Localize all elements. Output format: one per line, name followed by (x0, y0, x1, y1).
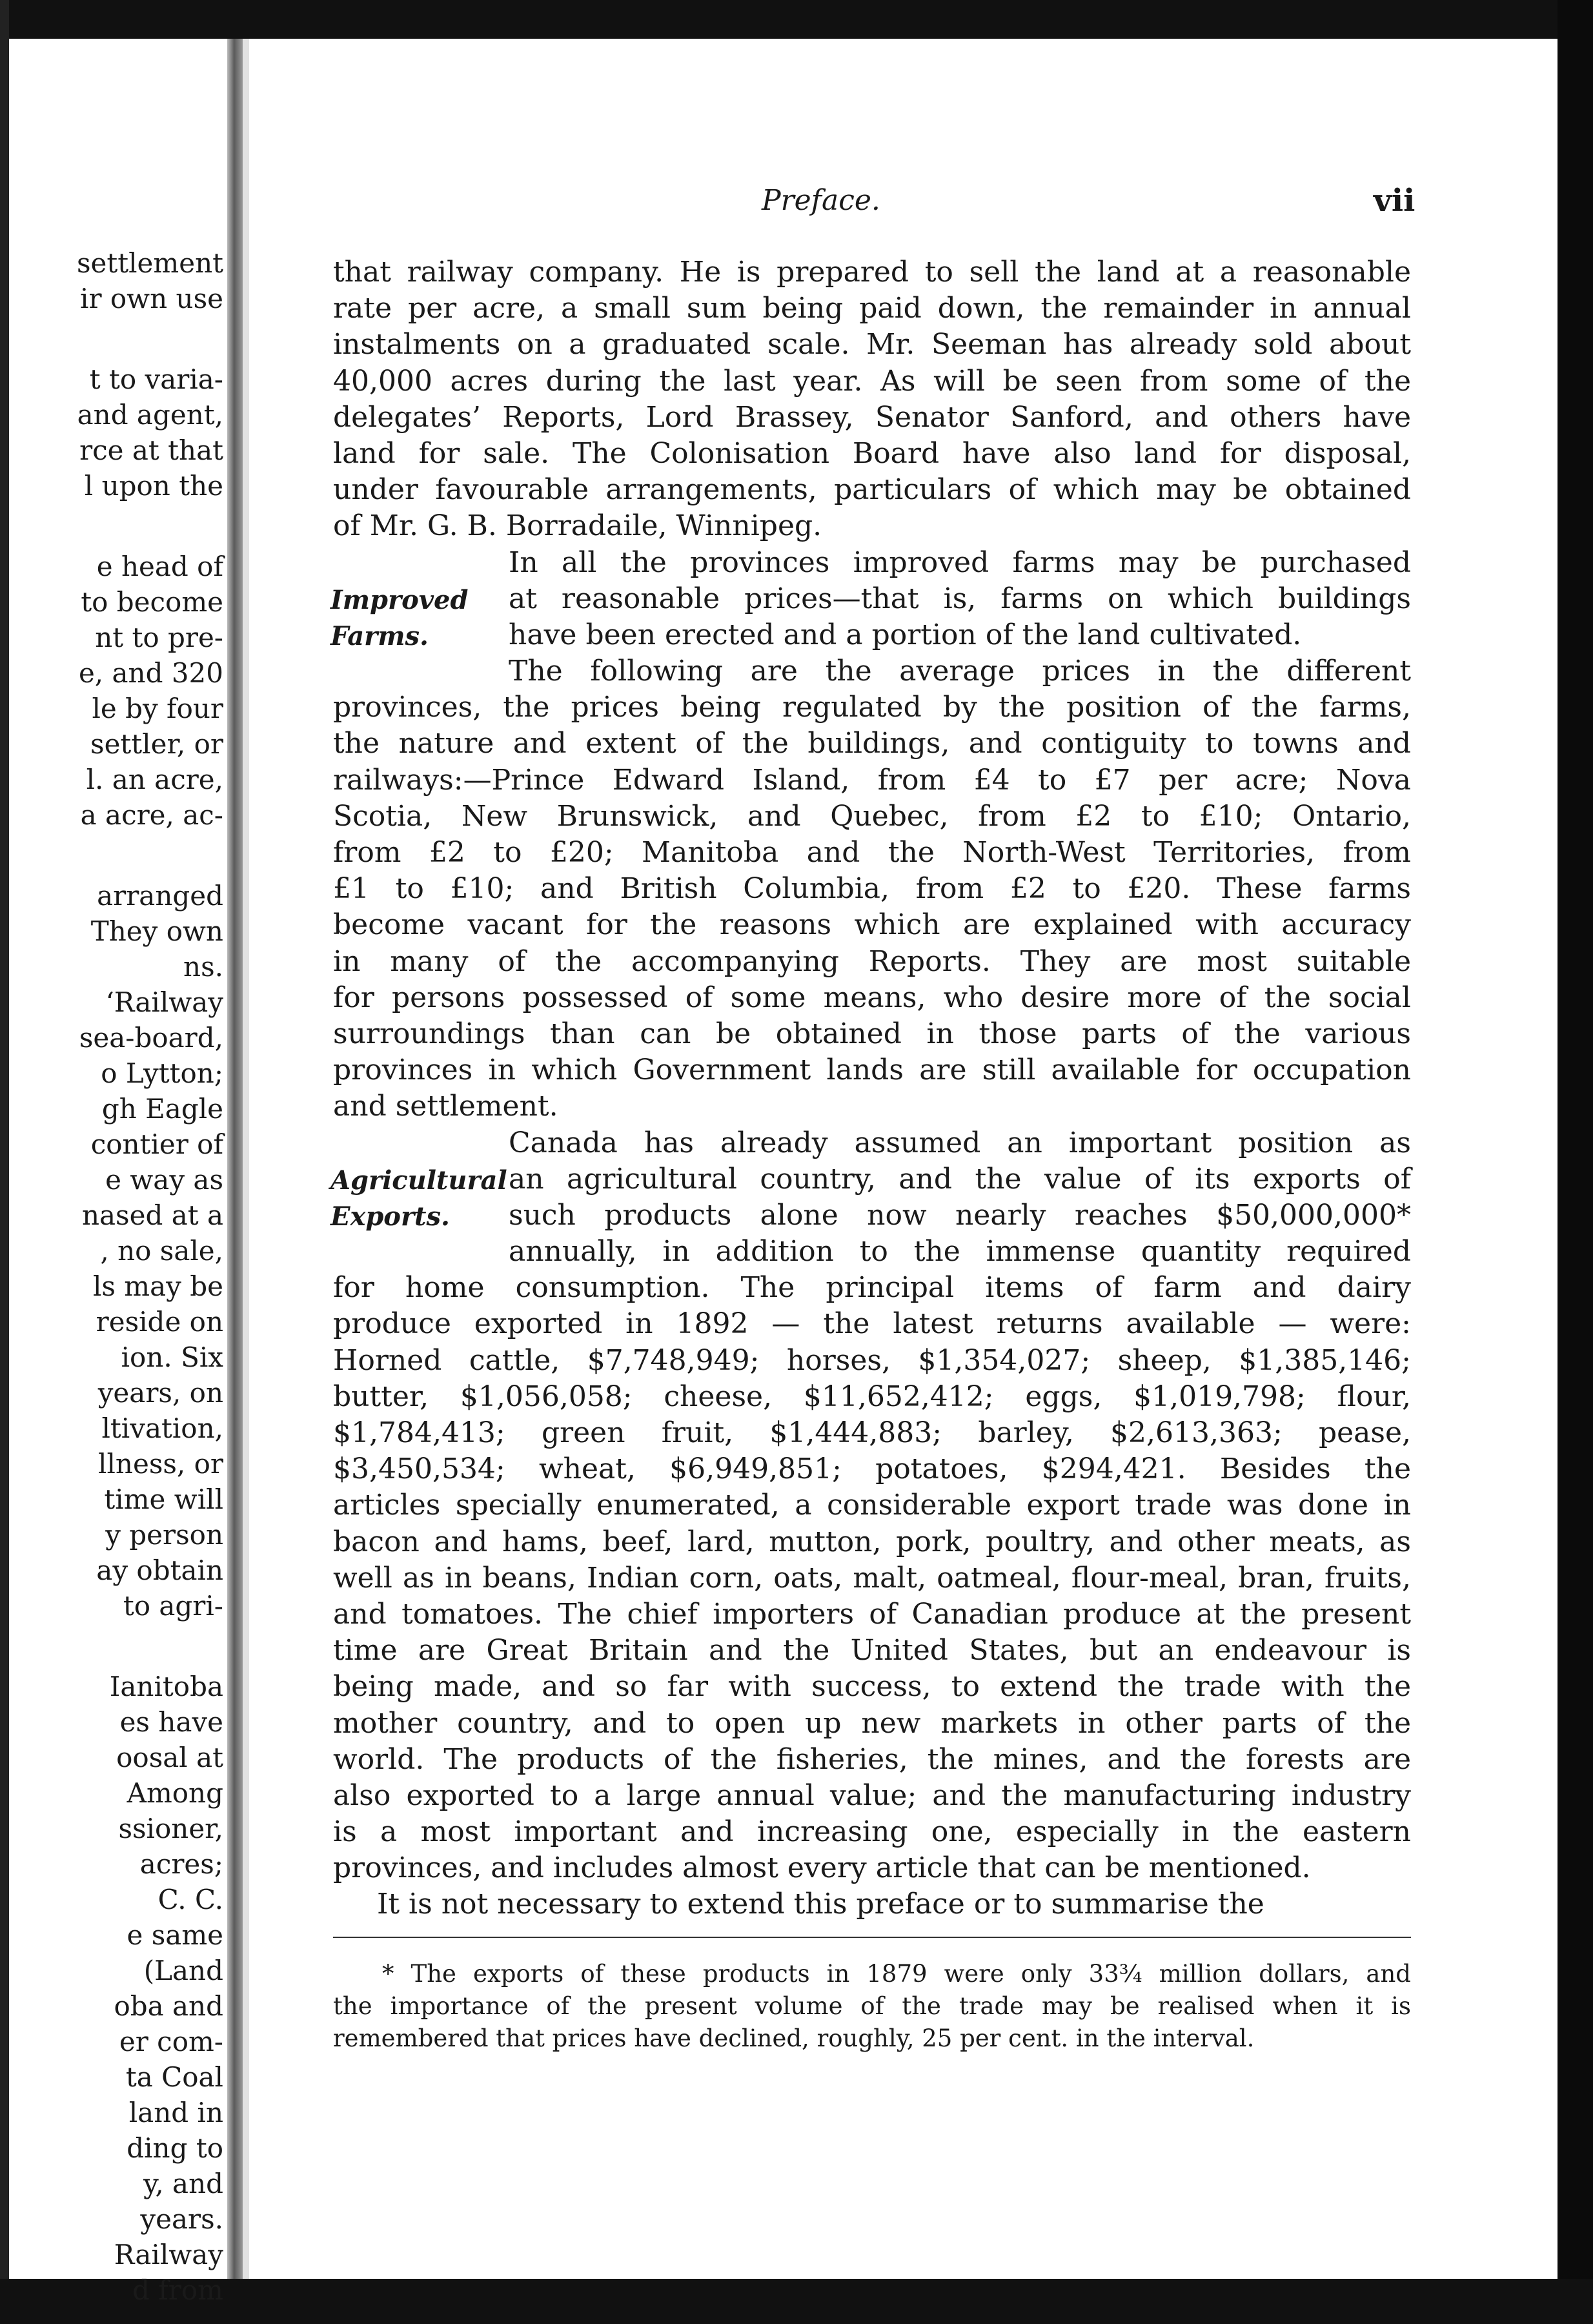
body-line: under favourable arrangements, particulars of which may be obtained (333, 473, 1411, 507)
left-page-line: er com- (119, 2026, 223, 2057)
left-page-line (9, 833, 226, 878)
body-line: surroundings than can be obtained in those parts of the various (333, 1017, 1411, 1050)
body-line: have been erected and a portion of the land cultivated. (509, 618, 1302, 651)
margin-note: Farms. (330, 621, 429, 651)
left-page-line: to agri- (123, 1590, 223, 1622)
left-page-line: They own (90, 915, 223, 947)
left-page-line: Among (127, 1777, 223, 1809)
left-page-line: ir own use (80, 283, 223, 314)
left-page-line: Railway (114, 2239, 223, 2270)
left-page-line: l. an acre, (86, 764, 223, 795)
left-page-line: llness, or (98, 1448, 223, 1480)
left-page-line: ay obtain (96, 1554, 223, 1586)
body-line: and settlement. (333, 1090, 558, 1123)
left-page-line: sea-board, (79, 1022, 223, 1054)
body-line: 40,000 acres during the last year. As will be seen from some of the (333, 364, 1411, 398)
footnote-line: the importance of the present volume of the trade may be realised when it is (333, 1992, 1411, 2020)
left-page-line: l upon the (84, 470, 223, 502)
left-page-line (9, 316, 226, 362)
body-line: annually, in addition to the immense quantity required (509, 1235, 1411, 1269)
left-page-line: contier of (90, 1128, 223, 1160)
footnote (333, 1958, 1411, 2055)
body-line: The following are the average prices in the different (509, 655, 1411, 688)
margin-note: Agricultural (330, 1165, 507, 1196)
left-page-line: oba and (114, 1990, 223, 2022)
left-page-line: settler, or (90, 728, 223, 760)
body-line: instalments on a graduated scale. Mr. Seeman has already sold about (333, 328, 1411, 362)
body-line: for persons possessed of some means, who desire more of the social (333, 981, 1411, 1014)
left-page-line (9, 504, 226, 549)
book-gutter-edge (243, 39, 249, 2279)
footnote-line: remembered that prices have declined, roughly, 25 per cent. in the interval. (333, 2024, 1255, 2052)
body-line: bacon and hams, beef, lard, mutton, pork, poultry, and other meats, as (333, 1525, 1411, 1558)
left-page-line: e, and 320 (78, 657, 223, 689)
left-page-line: ltivation, (101, 1412, 223, 1444)
scan-border-right (1557, 0, 1593, 2324)
left-page-line: C. C. (157, 1884, 223, 1915)
body-line: provinces in which Government lands are still available for occupation (333, 1054, 1411, 1087)
left-page-line: ding to (127, 2132, 223, 2164)
left-page-line (9, 1624, 226, 1669)
left-page-line: rce at that (79, 434, 223, 466)
body-line: well as in beans, Indian corn, oats, malt, oatmeal, flour-meal, bran, fruits, (333, 1561, 1411, 1595)
body-line: Horned cattle, $7,748,949; horses, $1,354,027; sheep, $1,385,146; (333, 1343, 1411, 1377)
body-line: in many of the accompanying Reports. They are most suitable (333, 944, 1411, 978)
footnote-rule (333, 1937, 1411, 1938)
body-line: Scotia, New Brunswick, and Quebec, from £2 to £10; Ontario, (333, 799, 1411, 833)
body-line: articles specially enumerated, a considerable export trade was done in (333, 1489, 1411, 1522)
left-page-line: reside on (96, 1306, 223, 1338)
left-page-line: Ianitoba (109, 1671, 223, 1702)
body-line: $3,450,534; wheat, $6,949,851; potatoes, $294,421. Besides the (333, 1452, 1411, 1486)
body-line: and tomatoes. The chief importers of Canadian produce at the present (333, 1597, 1411, 1631)
left-page-line: and agent, (77, 399, 223, 431)
body-line: produce exported in 1892 — the latest returns available — were: (333, 1307, 1411, 1341)
left-page-line: years, on (97, 1377, 223, 1409)
body-line: railways:—Prince Edward Island, from £4 to £7 per acre; Nova (333, 763, 1411, 797)
body-line: time are Great Britain and the United States, but an endeavour is (333, 1634, 1411, 1667)
body-line: at reasonable prices—that is, farms on which buildings (509, 582, 1411, 615)
left-page-line: y, and (143, 2168, 223, 2199)
left-page-line: , no sale, (100, 1235, 223, 1267)
left-page-line: ‘Railway (105, 986, 223, 1018)
left-page-line: nt to pre- (95, 622, 223, 653)
body-line: provinces, and includes almost every article that can be mentioned. (333, 1851, 1311, 1885)
left-page-line: d from (132, 2274, 223, 2306)
left-page-line: e way as (105, 1164, 223, 1196)
left-page-line: t to varia- (89, 363, 223, 395)
body-line: butter, $1,056,058; cheese, $11,652,412; eggs, $1,019,798; flour, (333, 1380, 1411, 1413)
left-page-line: time will (104, 1483, 223, 1515)
body-line: such products alone now nearly reaches $50,000,000* (509, 1198, 1411, 1232)
left-page-line: oosal at (116, 1742, 223, 1773)
left-page-line: o Lytton; (101, 1057, 223, 1089)
body-line: also exported to a large annual value; and the manufacturing industry (333, 1779, 1411, 1812)
scan-border-left (0, 0, 9, 2324)
body-line: delegates’ Reports, Lord Brassey, Senator Sanford, and others have (333, 400, 1411, 434)
body-line: Canada has already assumed an important position as (509, 1126, 1411, 1159)
body-line: provinces, the prices being regulated by the position of the farms, (333, 691, 1411, 724)
body-line: that railway company. He is prepared to sell the land at a reasonable (333, 256, 1411, 289)
margin-note: Exports. (330, 1201, 450, 1232)
left-page-line: ls may be (92, 1270, 223, 1302)
left-page-line: ta Coal (125, 2061, 223, 2093)
left-page-line: es have (119, 1706, 223, 1738)
margin-note: Improved (330, 584, 469, 615)
body-line: an agricultural country, and the value of its exports of (509, 1162, 1411, 1196)
left-page-line: settlement (76, 247, 223, 279)
left-page-line: gh Eagle (101, 1093, 223, 1125)
left-page-line: arranged (97, 880, 223, 912)
left-page-line: ssioner, (118, 1813, 223, 1844)
left-page-line: a acre, ac- (80, 799, 223, 831)
body-line: land for sale. The Colonisation Board have also land for disposal, (333, 436, 1411, 470)
body-line: become vacant for the reasons which are explained with accuracy (333, 908, 1411, 942)
left-page-line: ion. Six (121, 1341, 223, 1373)
body-line: for home consumption. The principal items of farm and dairy (333, 1271, 1411, 1305)
left-page-line: acres; (139, 1848, 223, 1880)
left-page-line: land in (128, 2097, 223, 2128)
body-line: is a most important and increasing one, especially in the eastern (333, 1815, 1411, 1849)
left-page-line: ns. (183, 951, 223, 983)
body-line: being made, and so far with success, to extend the trade with the (333, 1670, 1411, 1704)
body-text (330, 254, 1411, 1923)
left-page-line: le by four (92, 693, 223, 724)
book-gutter (227, 39, 243, 2279)
left-page-line: e same (127, 1919, 223, 1951)
body-line: world. The products of the fisheries, the mines, and the forests are (333, 1742, 1411, 1776)
page-number: vii (1374, 183, 1415, 219)
left-page-line: years. (140, 2203, 223, 2235)
left-page-line: (Land (143, 1955, 223, 1986)
body-line: In all the provinces improved farms may be purchased (509, 545, 1411, 579)
body-line: mother country, and to open up new markets in other parts of the (333, 1706, 1411, 1740)
body-line: the nature and extent of the buildings, and contiguity to towns and (333, 727, 1411, 760)
body-line: rate per acre, a small sum being paid down, the remainder in annual (333, 292, 1411, 325)
left-page-fragment (9, 245, 226, 2306)
body-line: from £2 to £20; Manitoba and the North-West Territories, from (333, 836, 1411, 869)
footnote-line: * The exports of these products in 1879 were only 33¾ million dollars, and (382, 1960, 1411, 1988)
body-line: It is not necessary to extend this preface or to summarise the (377, 1888, 1264, 1921)
body-line: $1,784,413; green fruit, $1,444,883; barley, $2,613,363; pease, (333, 1416, 1411, 1449)
scan-border-top (0, 0, 1593, 39)
body-line: of Mr. G. B. Borradaile, Winnipeg. (333, 509, 822, 543)
left-page-line: y person (105, 1519, 223, 1551)
left-page-line: e head of (96, 551, 223, 582)
left-page-line: to become (81, 586, 223, 618)
running-title: Preface. (762, 184, 880, 217)
left-page-line: nased at a (81, 1199, 223, 1231)
scan-border-bottom (0, 2279, 1593, 2324)
body-line: £1 to £10; and British Columbia, from £2 to £20. These farms (333, 872, 1411, 906)
